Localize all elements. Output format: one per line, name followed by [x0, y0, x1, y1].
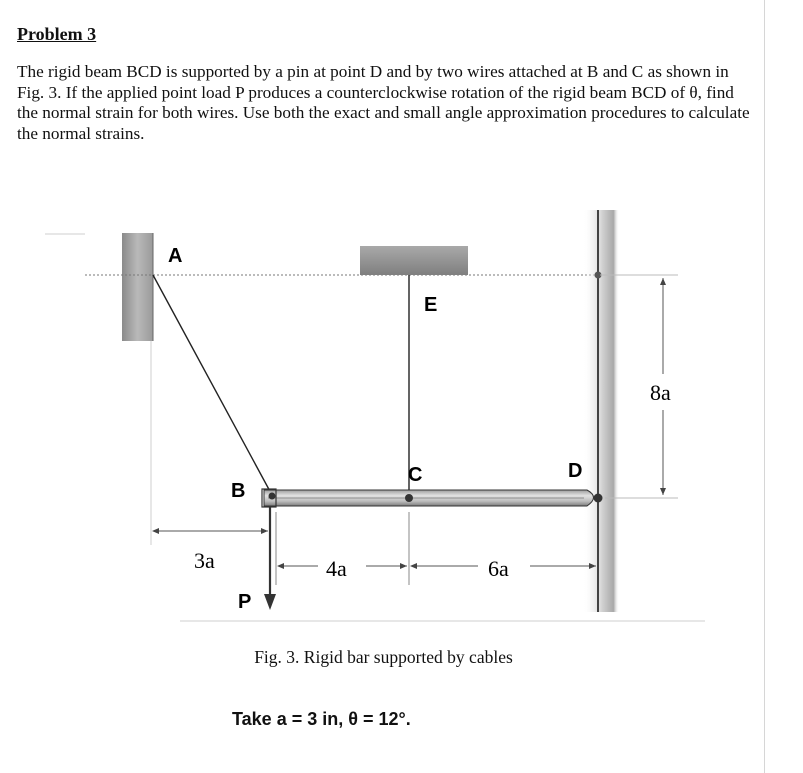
dim-label-8a: 8a: [650, 380, 671, 405]
label-d: D: [568, 460, 583, 482]
left-wall-support: [122, 233, 153, 341]
load-p-arrowhead: [264, 594, 276, 610]
given-values: Take a = 3 in, θ = 12°.: [232, 709, 411, 729]
pin-b: [269, 493, 276, 500]
label-p: P: [238, 591, 252, 613]
dim-label-3a: 3a: [194, 548, 215, 573]
problem-title: Problem 3: [17, 24, 97, 44]
figure-caption-text: Fig. 3. Rigid bar supported by cables: [254, 647, 513, 667]
label-b: B: [231, 480, 246, 502]
ceiling-support: [360, 246, 468, 275]
pin-d: [594, 494, 603, 503]
figure-caption: [0, 647, 803, 668]
pin-c: [405, 494, 413, 502]
label-a: A: [168, 245, 183, 267]
dim-label-6a: 6a: [488, 556, 509, 581]
label-c: C: [408, 464, 423, 486]
rigid-beam-figure: [0, 200, 803, 640]
dim-label-4a: 4a: [326, 556, 347, 581]
wire-ab: [153, 275, 272, 495]
problem-statement: The rigid beam BCD is supported by a pin at point D and by two wires attached at B and C as shown in Fig. 3. If the applied point load P produces a counterclockwise rotation of the rigid beam BCD of θ, find the normal strain for both wires. Use both the exact and small angle approximation procedures to calculate the normal strains.: [17, 62, 750, 143]
label-e: E: [424, 294, 438, 316]
right-wall-shading: [583, 210, 619, 612]
